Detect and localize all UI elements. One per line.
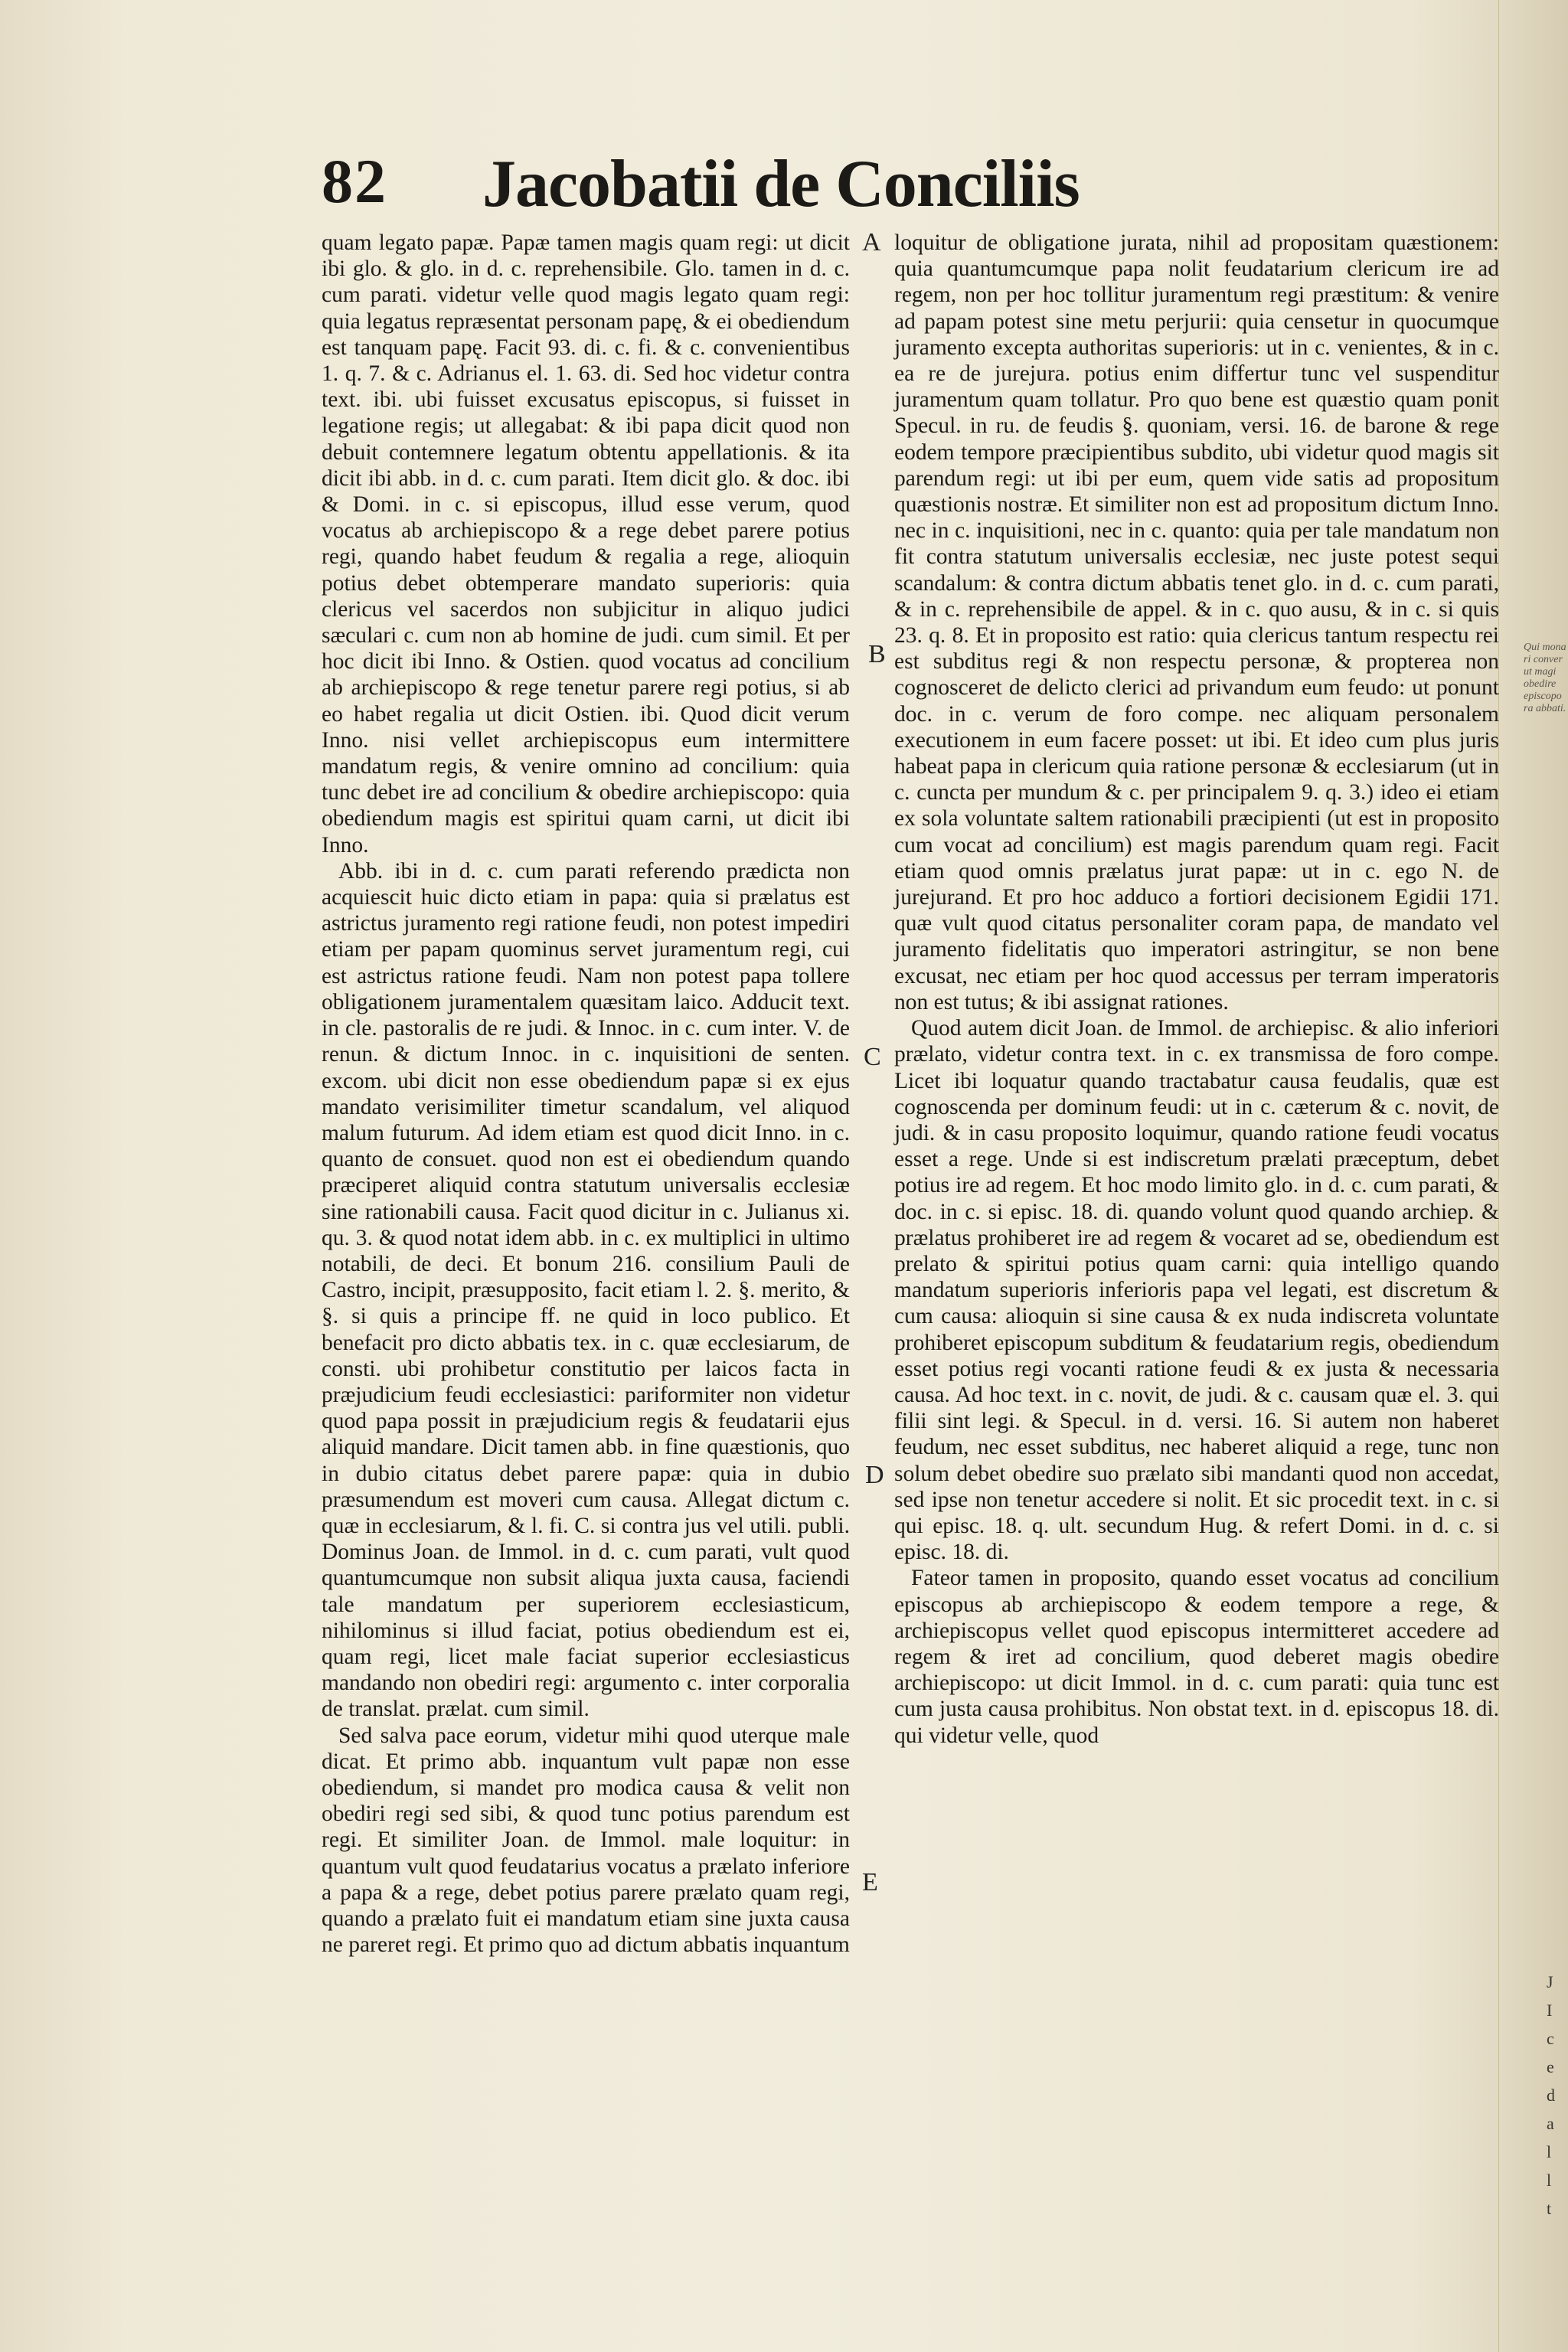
edge-letter: I xyxy=(1547,2001,1553,2020)
edge-letter: t xyxy=(1547,2199,1552,2218)
section-marker-a: A xyxy=(862,228,881,256)
edge-letter: e xyxy=(1547,2057,1554,2076)
section-marker-e: E xyxy=(862,1868,878,1896)
edge-letter: J xyxy=(1547,1972,1553,1991)
facing-page-fragments xyxy=(1547,1968,1568,2223)
edge-letter: l xyxy=(1547,2142,1552,2161)
section-marker-d: D xyxy=(865,1461,884,1489)
margin-note: Qui mona ri conver ut magi obedire episcopo ra abbati. xyxy=(1524,642,1566,714)
left-paragraph: quam legato papæ. Papæ tamen magis quam regi: ut dicit ibi glo. & glo. in d. c. reprehensibile. Glo. tamen in d. c. cum parati. videtur velle quod magis legato quam regi: quia legatus repræsentat personam papę, & ei obediendum est tanquam papę. Facit 93. di. c. fi. & c. convenientibus 1. q. 7. & c. Adrianus el. 1. 63. di. Sed hoc videtur contra text. ibi. ubi fuisset excusatus episcopus, si fuisset in legatione regis; ut allegabat: & ibi papa dicit quod non debuit contemnere legatum obtentu appellationis. & ita dicit ibi abb. in d. c. cum parati. Item dicit glo. & doc. ibi & Domi. in c. si episcopus, illud esse verum, quod vocatus ab archiepiscopo & a rege debet parere potius regi, quando habet feudum & regalia a rege, alioquin potius debet obtemperare mandato superioris: quia clericus vel sacerdos non subjicitur in aliquo judici sæculari c. cum non ab homine de judi. cum simil. Et per hoc dicit ibi Inno. & Ostien. quod vocatus ad concilium ab archiepiscopo & rege tenetur parere regi potius, si ab eo habet regalia ut dicit Ostien. ibi. Quod dicit verum Inno. nisi vellet archiepiscopus eum intermittere mandatum regis, & venire omnino ad concilium: quia tunc debet ire ad concilium & obedire archiepiscopo: quia obediendum magis est spiritui quam carni, ut dicit ibi Inno. xyxy=(322,230,850,858)
page-header xyxy=(322,145,1271,230)
edge-letter: c xyxy=(1547,2029,1554,2048)
left-paragraph: Sed salva pace eorum, videtur mihi quod uterque male dicat. Et primo abb. inquantum vult papæ non esse obediendum, si mandet pro modica causa & velit non obediri regi sed sibi, & quod tunc potius parendum est regi. Et similiter Joan. de Immol. male loquitur: in quantum vult quod feudatarius vocatus a prælato inferiore a papa & a rege, debet potius parere prælato quam regi, quando a prælato fuit ei mandatum etiam sine juxta causa ne pareret regi. Et primo quo ad dictum abbatis inquantum xyxy=(322,1723,850,1958)
left-paragraph: Abb. ibi in d. c. cum parati referendo prædicta non acquiescit huic dicto etiam in papa: quia si prælatus est astrictus juramento regi ratione feudi, non potest impediri etiam per papam quominus servet juramentum regi, cui est astrictus ratione feudi. Nam non potest papa tollere obligationem juramentalem quæsitam laico. Adducit text. in cle. pastoralis de re judi. & Innoc. in c. cum inter. V. de renun. & dictum Innoc. in c. inquisitioni de senten. excom. ubi dicit non esse obediendum papæ si ex ejus mandato verisimiliter timetur scandalum, vel aliquod malum futurum. Ad idem etiam est quod dicit Inno. in c. quanto de consuet. quod non est ei obediendum quando præciperet aliquid contra statutum universalis ecclesiæ sine rationabili causa. Facit quod dicitur in c. Julianus xi. qu. 3. & quod notat idem abb. in c. ex multiplici in ultimo notabili, de deci. Et bonum 216. consilium Pauli de Castro, incipit, præsupposito, facit etiam l. 2. §. merito, & §. si quis a principe ff. ne quid in loco publico. Et benefacit pro dicto abbatis tex. in c. quæ ecclesiarum, de consti. ubi prohibetur constitutio per laicos facta in præjudicium feudi ecclesiastici: pariformiter non videtur quod papa possit in præjudicium regis & feudatarii ejus aliquid mandare. Dicit tamen abb. in fine quæstionis, quo in dubio citatus debet parere papæ: quia in dubio præsumendum est moveri cum causa. Allegat dictum c. quæ in ecclesiarum, & l. fi. C. si contra jus vel utili. publi. Dominus Joan. de Immol. in d. c. cum parati, vult quod quantumcumque non subsit aliqua juxta causa, faciendi tale mandatum per superiorem ecclesiasticum, nihilominus si illud faciat, potius obediendum est ei, quam regi, licet male faciat superior ecclesiasticus mandando non obediri regi: argumento c. inter corporalia de translat. prælat. cum simil. xyxy=(322,858,850,1722)
right-paragraph: Quod autem dicit Joan. de Immol. de archiepisc. & alio inferiori prælato, videtur contra text. in c. ex transmissa de foro compe. Licet ibi loquatur quando tractabatur causa feudalis, quæ est cognoscenda per dominum feudi: ut in c. cæterum & c. novit, de judi. & in casu proposito loquimur, quando ratione feudi vocatus esset a rege. Unde si est indiscretum prælati præceptum, debet potius ire ad regem. Et hoc modo limito glo. in d. c. cum parati, & doc. in c. si episc. 18. di. quando volunt quod quando archiep. & prælatus prohiberet ire ad regem & vocaret ad se, obediendum est prelato & spiritui potius quam carni: quia intelligo quando mandatum superioris inferioris papa vel legati, est discretum & cum causa: alioquin si sine causa & ex nuda indiscreta voluntate prohiberet episcopum subditum & feudatarium regis, obediendum esset potius regi vocanti ratione feudi & ex justa & necessaria causa. Ad hoc text. in c. novit, de judi. & c. causam quæ el. 3. qui filii sint legi. & Specul. in d. versi. 16. Si autem non haberet feudum, nec esset subditus, nec haberet aliquid a rege, tunc non solum debet obedire suo prælato sibi mandanti quod non accedat, sed ipse non tenetur accedere si nolit. Et sic procedit text. in c. si qui episc. 18. q. ult. secundum Hug. & refert Domi. in d. c. si episc. 18. di. xyxy=(894,1016,1499,1565)
running-title: Jacobatii de Conciliis xyxy=(482,147,1080,221)
section-marker-b: B xyxy=(868,640,886,668)
left-column xyxy=(322,230,850,1958)
right-paragraph: Fateor tamen in proposito, quando esset vocatus ad concilium episcopus ab archiepiscopo & eodem tempore a rege, & archiepiscopus vellet quod episcopus intermitteret accedere ad regem & iret ad concilium, quod deberet magis obedire archiepiscopo: ut dicit Immol. in d. c. cum parati: quia tunc est cum justa causa prohibitus. Non obstat text. in d. episcopus 18. di. qui videtur velle, quod xyxy=(894,1566,1499,1748)
right-paragraph: loquitur de obligatione jurata, nihil ad propositam quæstionem: quia quantumcumque papa nolit feudatarium clericum ire ad regem, non per hoc tollitur juramentum regi præstitum: & venire ad papam potest sine metu perjurii: quia censetur in quocumque juramento excepta authoritas superioris: ut in c. venientes, & in c. ea re de jurejura. potius enim differtur tunc vel suspenditur juramentum quam tollatur. Pro quo bene est quæstio quam ponit Specul. in ru. de feudis §. quoniam, versi. 16. de barone & rege eodem tempore præcipientibus subdito, ubi videtur quod magis sit parendum regi: ut ibi per eum, quem vide satis ad propositum quæstionis nostræ. Et similiter non est ad propositum dictum Inno. nec in c. inquisitioni, nec in c. quanto: quia per tale mandatum non fit contra statutum universalis ecclesiæ, nec juste potest sequi scandalum: & contra dictum abbatis tenet glo. in d. c. cum parati, & in c. reprehensibile de appel. & in c. quo ausu, & in c. si quis 23. q. 8. Et in proposito est ratio: quia clericus tantum respectu rei est subditus regi & non respectu personæ, & propterea non cognosceret de delicto clerici ad privandum eum feudo: ut ponunt doc. in c. verum de foro compe. nec aliquam personalem executionem in eum facere posset: ut ibi. Et ideo cum plus juris habeat papa in clericum quia ratione personæ & ecclesiarum (ut in c. cuncta per mundum & c. per principalem 9. q. 3.) ideo ei etiam ex sola voluntate saltem rationabili præcipienti (ut est in proposito cum vocat ad concilium) est magis parendum quam regi. Facit etiam quod omnis prælatus jurat papæ: ut in c. ego N. de jurejurand. Et pro hoc adduco a fortiori decisionem Egidii 171. quæ vult quod citatus personaliter coram papa, de mandato vel juramento fidelitatis quo imperatori astringitur, se non bene excusat, nec etiam per hoc quod accessus per terram imperatoris non est tutus; & ibi assignat rationes. xyxy=(894,230,1499,1014)
section-marker-c: C xyxy=(864,1043,881,1071)
edge-letter: a xyxy=(1547,2114,1554,2133)
right-column xyxy=(894,230,1499,1749)
edge-letter: l xyxy=(1547,2171,1552,2190)
page-number: 82 xyxy=(322,146,387,216)
edge-letter: d xyxy=(1547,2086,1555,2105)
